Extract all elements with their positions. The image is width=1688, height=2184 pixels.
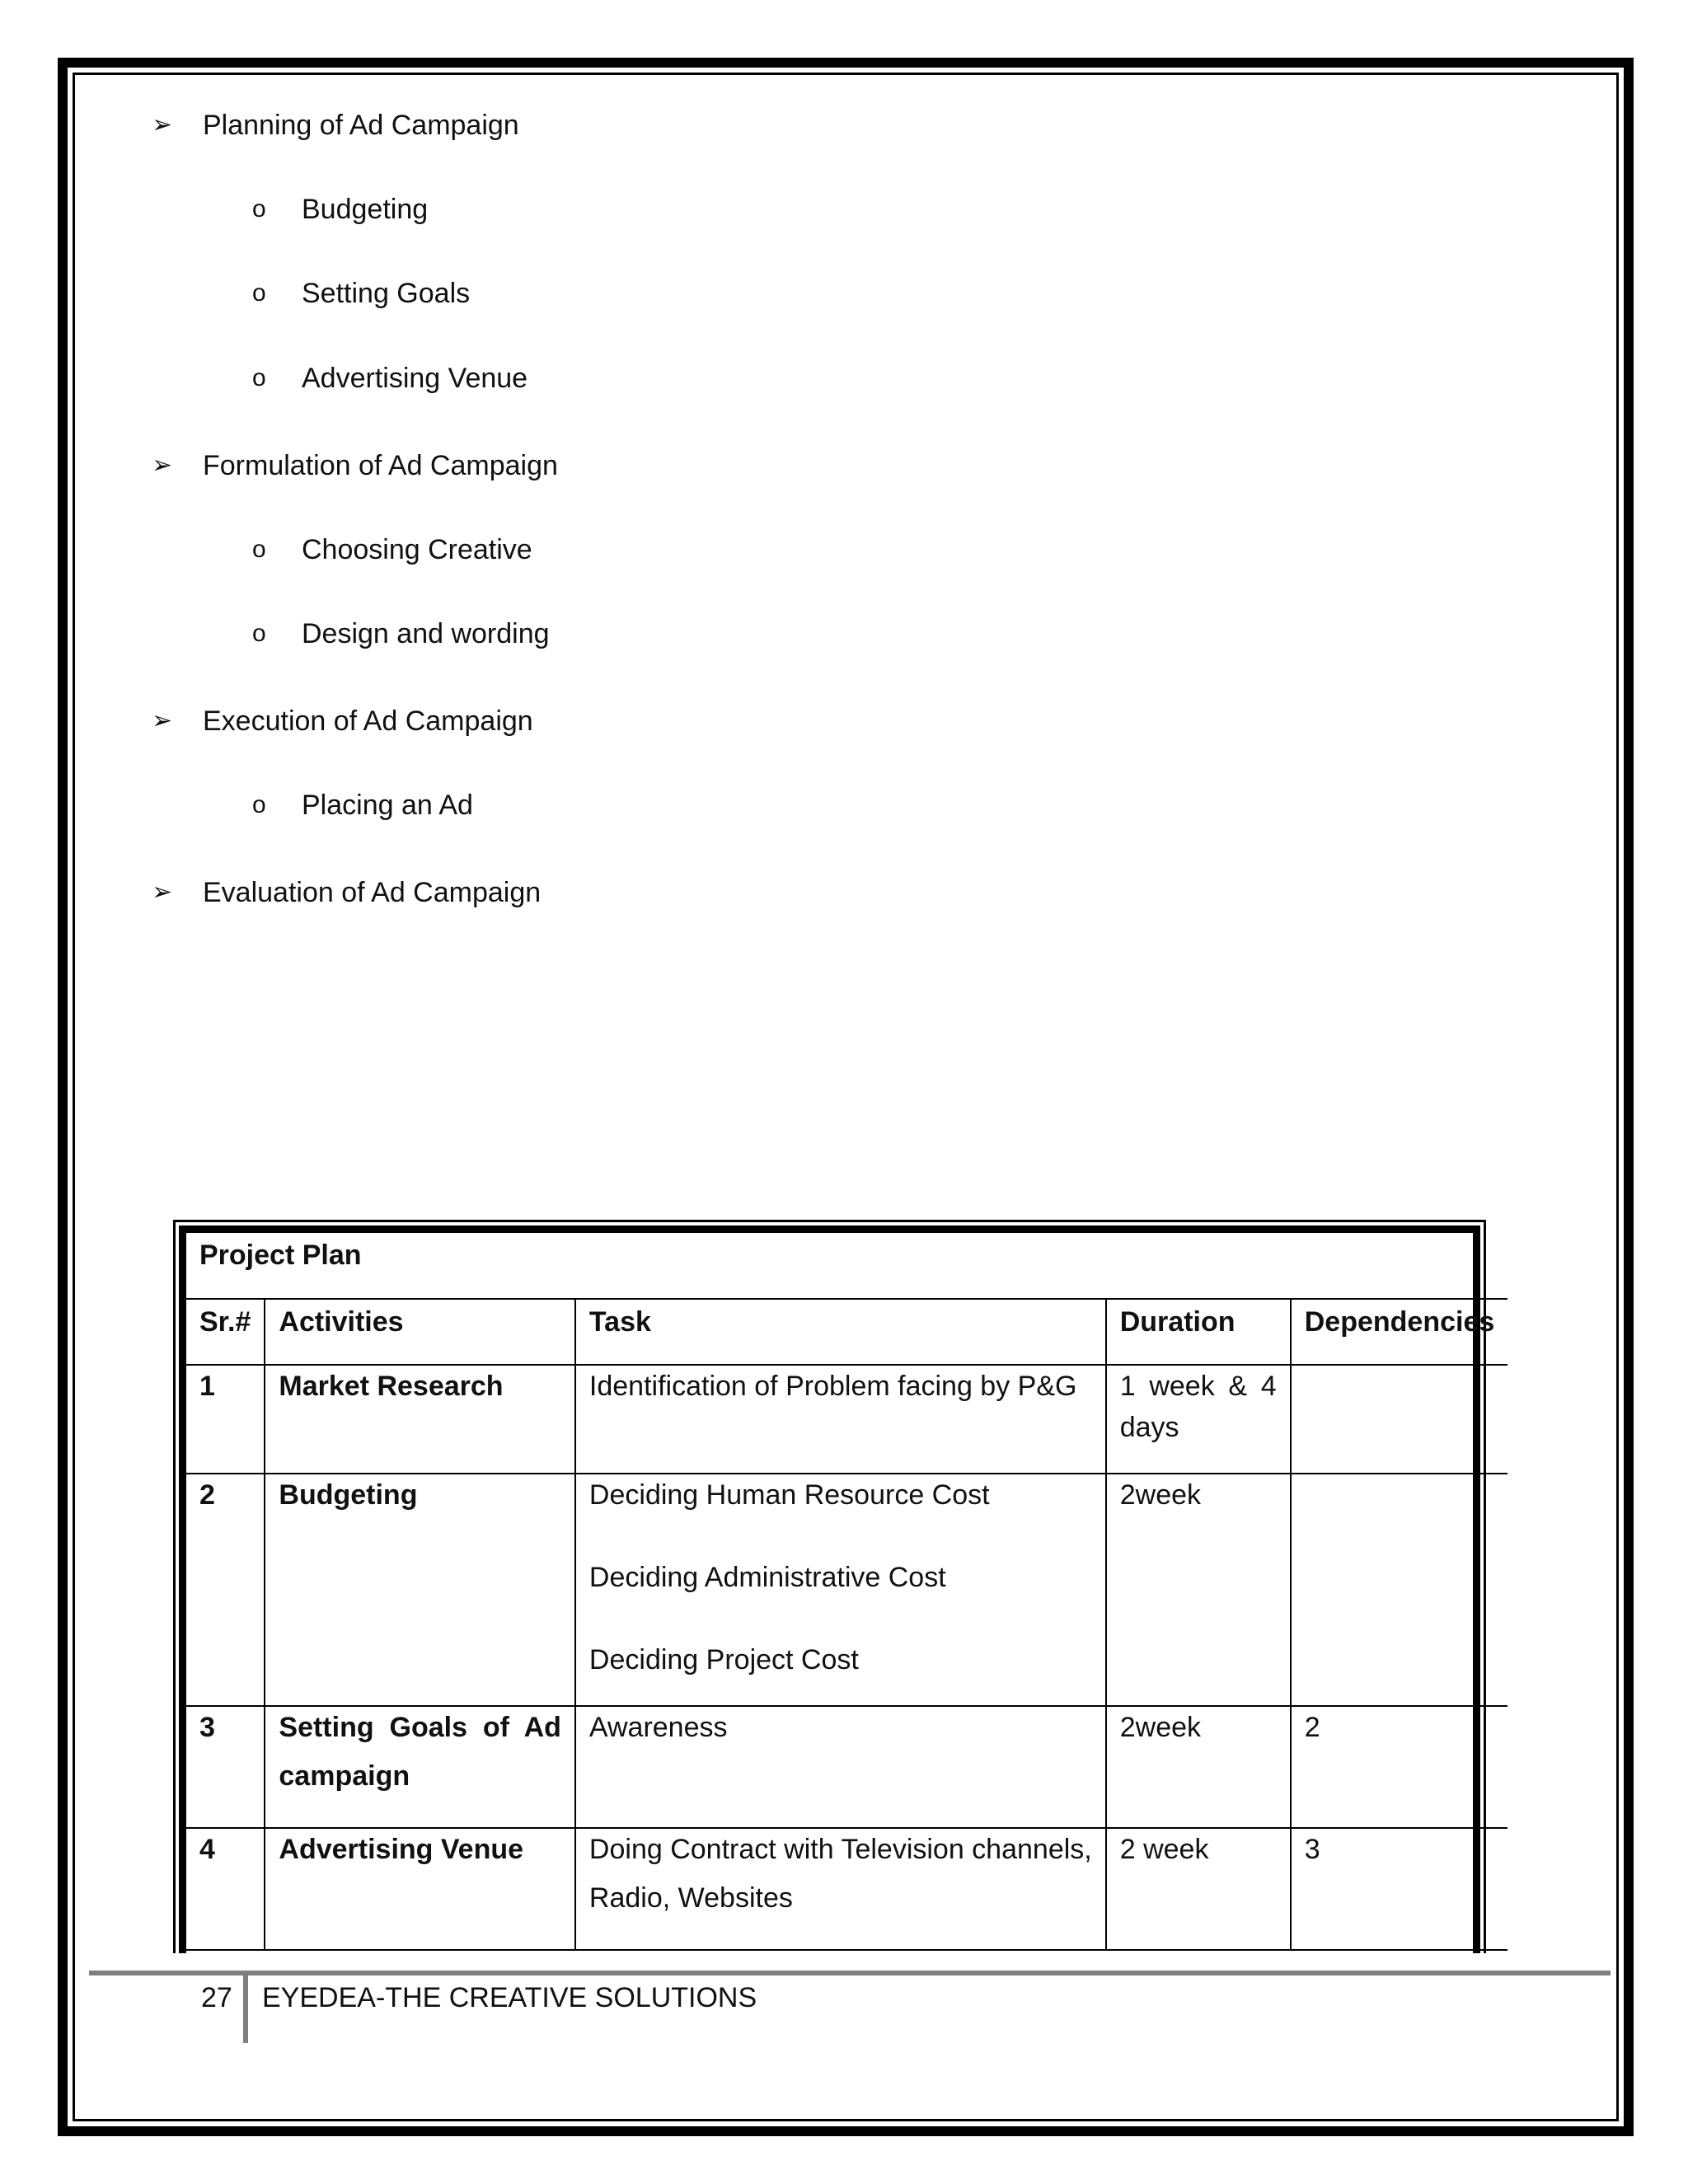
cell-task bbox=[575, 1828, 1106, 1950]
circle-bullet-icon: o bbox=[252, 536, 266, 563]
table-title: Project Plan bbox=[186, 1233, 1507, 1299]
task-line: Deciding Human Resource Cost bbox=[588, 1479, 990, 1511]
duration-part: 1 bbox=[1119, 1371, 1136, 1402]
circle-bullet-icon: o bbox=[252, 195, 266, 223]
duration-part: & bbox=[1228, 1371, 1248, 1402]
cell-activity: Market Research bbox=[265, 1365, 575, 1474]
outline-item-label: Design and wording bbox=[302, 618, 550, 649]
cell-duration: 2week bbox=[1106, 1474, 1291, 1706]
cell-sr: 1 bbox=[186, 1365, 265, 1474]
duration-line: days bbox=[1119, 1412, 1179, 1443]
cell-duration: 2 week bbox=[1106, 1828, 1291, 1950]
cell-dependencies: 3 bbox=[1291, 1828, 1508, 1950]
table-row bbox=[186, 1474, 1507, 1706]
header-task: Task bbox=[575, 1299, 1106, 1365]
circle-bullet-icon: o bbox=[252, 791, 266, 818]
cell-dependencies bbox=[1291, 1365, 1508, 1474]
cell-dependencies: 2 bbox=[1291, 1706, 1508, 1828]
outline-subitem-budgeting bbox=[252, 193, 429, 226]
header-duration: Duration bbox=[1106, 1299, 1291, 1365]
arrow-bullet-icon: ➢ bbox=[152, 879, 173, 906]
activity-line: campaign bbox=[279, 1760, 410, 1792]
table-row bbox=[186, 1828, 1507, 1950]
cell-activity: Advertising Venue bbox=[265, 1828, 575, 1950]
task-line: Radio, Websites bbox=[588, 1882, 793, 1914]
header-activities: Activities bbox=[265, 1299, 575, 1365]
outline-item-label: Formulation of Ad Campaign bbox=[203, 450, 558, 481]
task-line: Awareness bbox=[588, 1712, 728, 1743]
table-title-row bbox=[186, 1233, 1507, 1299]
outline-subitem-setting-goals bbox=[252, 277, 471, 310]
cell-sr: 2 bbox=[186, 1474, 265, 1706]
page-number: 27 bbox=[201, 1982, 232, 2013]
cell-task bbox=[575, 1474, 1106, 1706]
cell-task bbox=[575, 1706, 1106, 1828]
cell-task bbox=[575, 1365, 1106, 1474]
cell-activity bbox=[265, 1706, 575, 1828]
outline-item-label: Planning of Ad Campaign bbox=[203, 110, 519, 141]
cell-duration: 2week bbox=[1106, 1706, 1291, 1828]
table-row bbox=[186, 1706, 1507, 1828]
outline-item-label: Advertising Venue bbox=[302, 363, 528, 394]
project-plan-table bbox=[186, 1233, 1507, 1951]
outline-item-formulation bbox=[152, 449, 558, 482]
cell-duration bbox=[1106, 1365, 1291, 1474]
outline-subitem-choosing-creative bbox=[252, 533, 532, 566]
footer-divider bbox=[243, 1975, 248, 2043]
task-line: Deciding Project Cost bbox=[588, 1644, 859, 1675]
duration-part: 4 bbox=[1260, 1371, 1277, 1402]
header-dependencies: Dependencies bbox=[1291, 1299, 1508, 1365]
outline-item-label: Budgeting bbox=[302, 194, 429, 225]
arrow-bullet-icon: ➢ bbox=[152, 452, 173, 479]
header-sr: Sr.# bbox=[186, 1299, 265, 1365]
outline-subitem-placing-ad bbox=[252, 789, 473, 822]
duration-part: week bbox=[1149, 1371, 1215, 1402]
arrow-bullet-icon: ➢ bbox=[152, 707, 173, 734]
outline-item-label: Placing an Ad bbox=[302, 790, 473, 821]
outline-item-planning bbox=[152, 109, 519, 142]
footer-company-name: EYEDEA-THE CREATIVE SOLUTIONS bbox=[262, 1982, 757, 2013]
task-line: Deciding Administrative Cost bbox=[588, 1562, 946, 1593]
outline-item-evaluation bbox=[152, 876, 542, 909]
outline-item-label: Execution of Ad Campaign bbox=[203, 705, 533, 737]
task-line: Doing Contract with Television channels, bbox=[588, 1834, 1092, 1865]
outline-subitem-advertising-venue bbox=[252, 362, 528, 395]
activity-line: Setting Goals of Ad bbox=[279, 1712, 561, 1743]
arrow-bullet-icon: ➢ bbox=[152, 111, 173, 138]
circle-bullet-icon: o bbox=[252, 279, 266, 307]
cell-sr: 3 bbox=[186, 1706, 265, 1828]
outline-item-label: Evaluation of Ad Campaign bbox=[203, 877, 542, 908]
cell-activity: Budgeting bbox=[265, 1474, 575, 1706]
circle-bullet-icon: o bbox=[252, 364, 266, 391]
duration-line bbox=[1120, 1366, 1277, 1407]
outline-item-label: Setting Goals bbox=[302, 278, 471, 309]
cell-dependencies bbox=[1291, 1474, 1508, 1706]
table-row bbox=[186, 1365, 1507, 1474]
footer-rule bbox=[89, 1971, 1611, 1975]
outline-item-execution bbox=[152, 705, 533, 738]
outline-item-label: Choosing Creative bbox=[302, 534, 532, 565]
task-line: Identification of Problem facing by P&G bbox=[588, 1371, 1077, 1402]
table-header-row bbox=[186, 1299, 1507, 1365]
outline-subitem-design-wording bbox=[252, 617, 550, 650]
circle-bullet-icon: o bbox=[252, 620, 266, 647]
cell-sr: 4 bbox=[186, 1828, 265, 1950]
